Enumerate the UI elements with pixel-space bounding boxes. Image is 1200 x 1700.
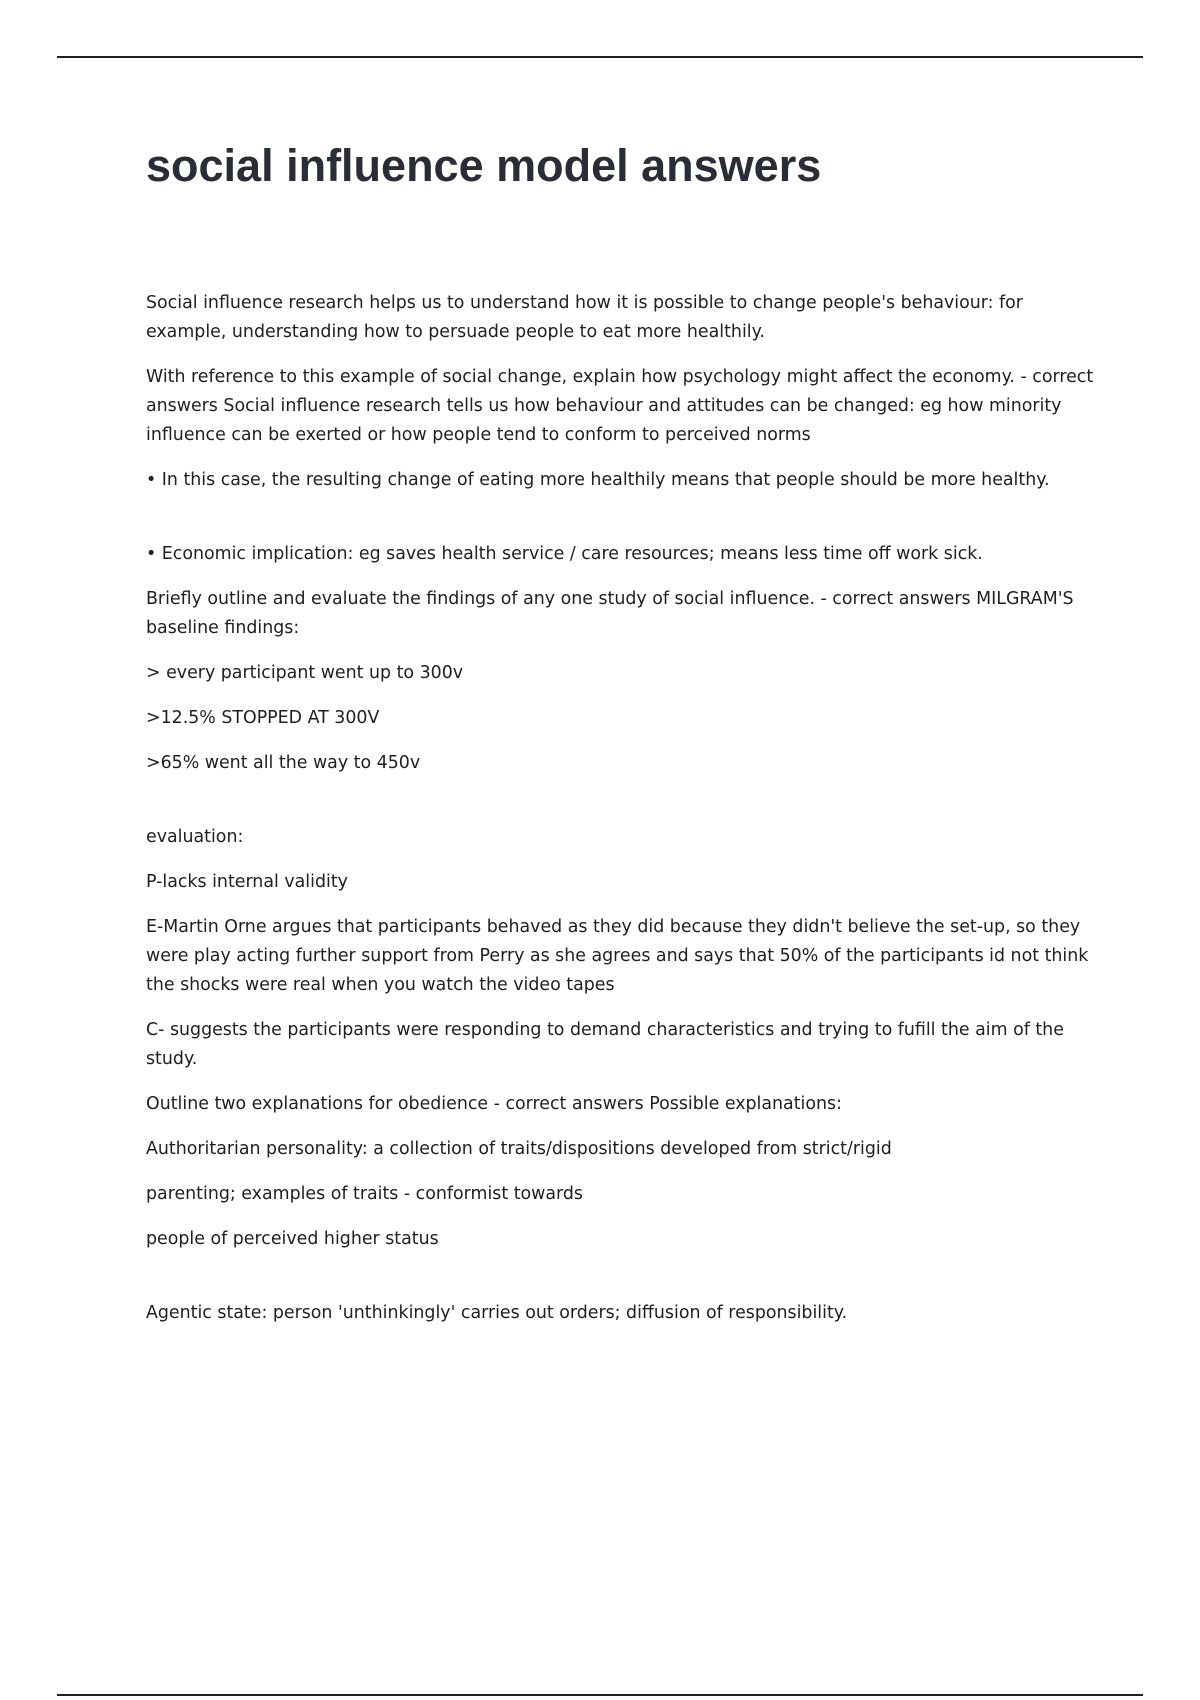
document-text — [146, 289, 1096, 1328]
paragraph-question-economy: With reference to this example of social change, explain how psychology might affect the economy. - correct answers Social influence research tells us how behaviour and attitudes can be changed: eg how minority influence can be exerted or how people tend to conform to perceived norms — [146, 366, 1094, 445]
finding-450v: >65% went all the way to 450v — [146, 752, 421, 773]
evaluation-point: P-lacks internal validity — [146, 871, 348, 892]
bullet-healthier: • In this case, the resulting change of eating more healthily means that people should be more healthy. — [146, 469, 1050, 490]
bottom-rule — [57, 1694, 1143, 1696]
document-title: social influence model answers — [146, 140, 822, 191]
paragraph-intro: Social influence research helps us to understand how it is possible to change people's behaviour: for example, understanding how to persuade people to eat more healthily. — [146, 292, 1023, 342]
evaluation-heading: evaluation: — [146, 826, 244, 847]
explanation-agentic-state: Agentic state: person 'unthinkingly' carries out orders; diffusion of responsibility. — [146, 1302, 848, 1323]
paragraph-question-obedience: Outline two explanations for obedience - correct answers Possible explanations: — [146, 1093, 842, 1114]
top-rule — [57, 56, 1143, 58]
evaluation-evidence: E-Martin Orne argues that participants behaved as they did because they didn't believe the set-up, so they were play acting further support from Perry as she agrees and says that 50% of the participants id not think the shocks were real when you watch the video tapes — [146, 916, 1089, 995]
finding-300v: > every participant went up to 300v — [146, 662, 464, 683]
finding-stopped-300v: >12.5% STOPPED AT 300V — [146, 707, 380, 728]
explanation-authoritarian: Authoritarian personality: a collection of traits/dispositions developed from strict/rigid — [146, 1138, 892, 1159]
document-body — [146, 140, 1096, 1344]
evaluation-conclusion: C- suggests the participants were responding to demand characteristics and trying to fufill the aim of the study. — [146, 1019, 1064, 1069]
bullet-economic-implication: • Economic implication: eg saves health service / care resources; means less time off work sick. — [146, 543, 983, 564]
explanation-authoritarian-cont-2: people of perceived higher status — [146, 1228, 439, 1249]
paragraph-question-study: Briefly outline and evaluate the findings of any one study of social influence. - correct answers MILGRAM'S baseline findings: — [146, 588, 1074, 638]
explanation-authoritarian-cont-1: parenting; examples of traits - conformist towards — [146, 1183, 583, 1204]
